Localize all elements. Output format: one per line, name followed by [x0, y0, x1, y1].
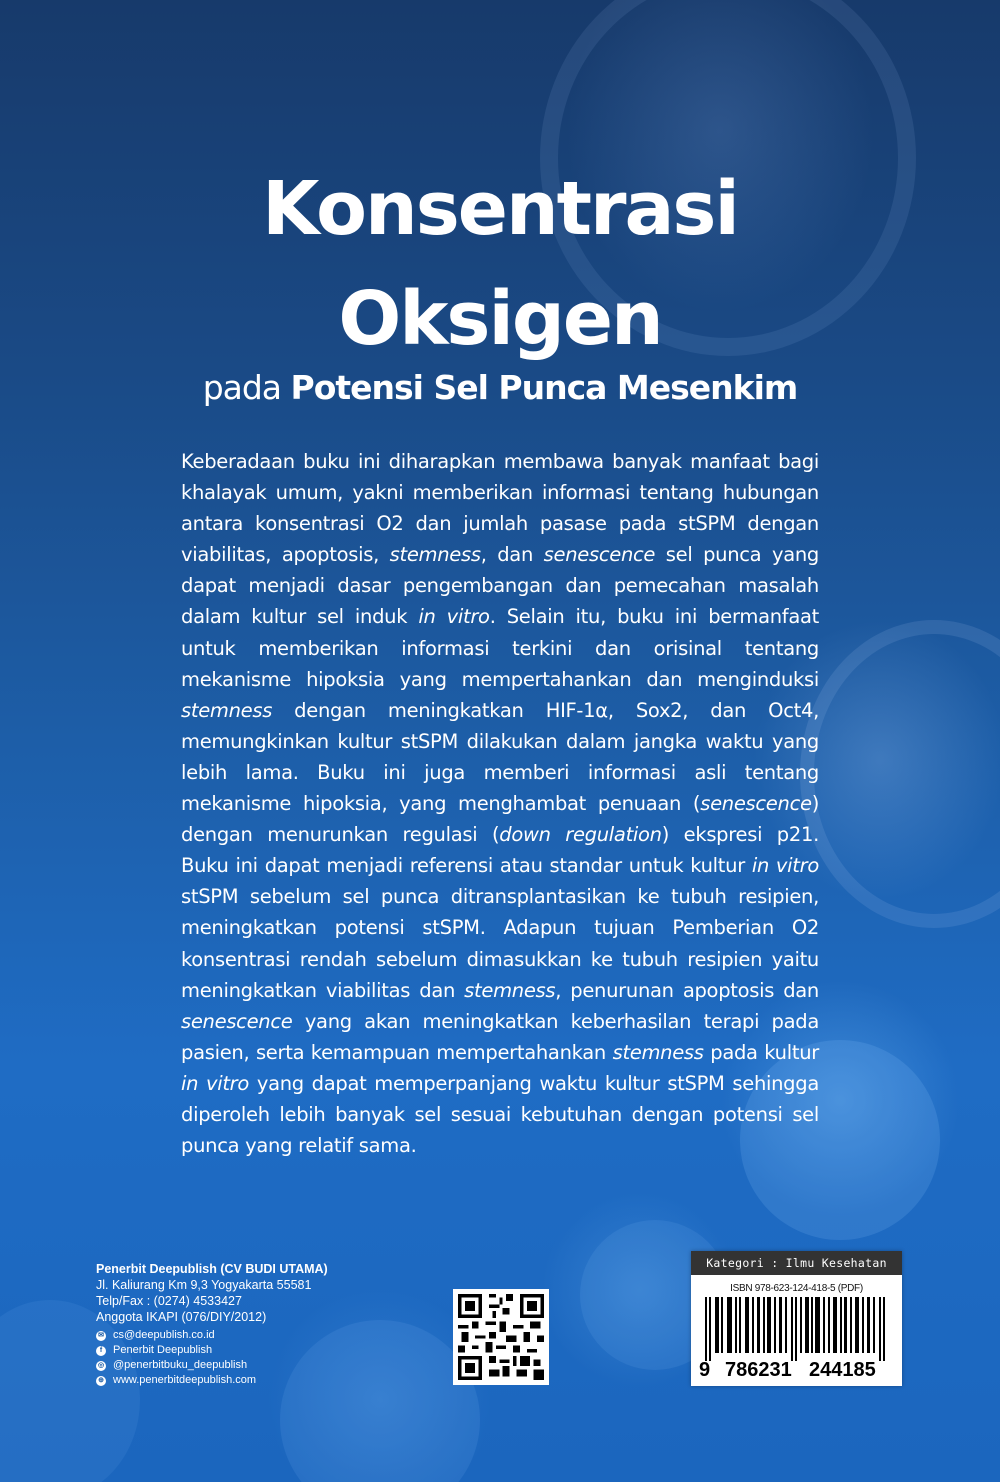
- qr-code: [453, 1289, 549, 1385]
- contact-list: [96, 1328, 328, 1388]
- contact-label: @penerbitbuku_deepublish: [113, 1359, 248, 1371]
- blurb-text-run: yang akan meningkatkan keberhasilan terapi pada pasien, serta kemampuan mempertahankan: [181, 1009, 819, 1064]
- title-line-1: Konsentrasi: [262, 166, 738, 252]
- publisher-name: Penerbit Deepublish (CV BUDI UTAMA): [96, 1262, 328, 1276]
- email-icon: ✉: [96, 1331, 106, 1341]
- category-label: Kategori : Ilmu Kesehatan: [691, 1251, 902, 1275]
- publisher-info: [96, 1261, 328, 1388]
- blurb-italic-term: in vitro: [181, 1071, 250, 1095]
- barcode-digit-group-2: 244185: [809, 1359, 876, 1381]
- publisher-member: Anggota IKAPI (076/DIY/2012): [96, 1310, 267, 1324]
- blurb-text: [181, 446, 819, 1161]
- blurb-italic-term: stemness: [612, 1040, 704, 1064]
- blurb-text-run: pada kultur: [703, 1040, 819, 1064]
- contact-website: [96, 1373, 328, 1388]
- contact-email: [96, 1328, 328, 1343]
- blurb-italic-term: stemness: [181, 698, 273, 722]
- isbn-number: ISBN 978-623-124-418-5 (PDF): [730, 1283, 863, 1294]
- blurb-text-run: ) ekspresi p21. Buku ini dapat menjadi referensi atau standar untuk kultur: [181, 823, 819, 878]
- qr-code-icon: [458, 1294, 544, 1380]
- blurb-text-run: yang dapat memperpanjang waktu kultur stSPM sehingga diperoleh lebih banyak sel sesuai kebutuhan dengan potensi sel punca yang relatif sama.: [181, 1071, 819, 1158]
- blurb-text-run: , penurunan apoptosis dan: [555, 978, 819, 1002]
- cell-decoration: [800, 620, 1000, 928]
- contact-facebook: [96, 1343, 328, 1358]
- blurb-italic-term: senescence: [181, 1009, 293, 1033]
- globe-icon: ⊕: [96, 1376, 106, 1386]
- blurb-text-run: dengan meningkatkan HIF-1α, Sox2, dan Oct4, memungkinkan kultur stSPM dilakukan dalam jangka waktu yang lebih lama. Buku ini juga memberi informasi asli tentang mekanisme hipoksia, yang menghambat penuaan (: [181, 698, 819, 816]
- barcode-digit-group-1: 786231: [725, 1359, 792, 1381]
- publisher-phone: Telp/Fax : (0274) 4533427: [96, 1294, 242, 1308]
- blurb-text-run: sel punca yang dapat menjadi dasar pengembangan dan pemecahan masalah dalam kultur sel induk: [181, 543, 819, 629]
- instagram-icon: ◎: [97, 1361, 105, 1369]
- contact-instagram: [96, 1358, 328, 1373]
- blurb-italic-term: in vitro: [418, 605, 490, 629]
- publisher-address: Jl. Kaliurang Km 9,3 Yogyakarta 55581: [96, 1278, 312, 1292]
- contact-label: cs@deepublish.co.id: [113, 1329, 215, 1341]
- title-line-2: Oksigen: [338, 276, 662, 362]
- contact-label: Penerbit Deepublish: [113, 1344, 213, 1356]
- blurb-italic-term: senescence: [543, 543, 656, 567]
- subtitle-main: Potensi Sel Punca Mesenkim: [290, 368, 798, 407]
- blurb-text-run: , dan: [480, 543, 544, 567]
- subtitle: [0, 368, 1000, 407]
- blurb-text-run: Keberadaan buku ini diharapkan membawa banyak manfaat bagi khalayak umum, yakni memberikan informasi tentang hubungan antara konsentrasi O2 dan jumlah pasase pada stSPM dengan viabilitas, apoptosis,: [181, 450, 819, 567]
- blurb-italic-term: stemness: [389, 543, 481, 567]
- blurb-italic-term: down regulation: [499, 823, 662, 847]
- facebook-icon: f: [96, 1346, 106, 1356]
- blurb-italic-term: stemness: [464, 978, 556, 1002]
- contact-label: www.penerbitdeepublish.com: [113, 1374, 257, 1386]
- blurb-paragraph: [181, 446, 819, 1161]
- blurb-text-run: stSPM sebelum sel punca ditransplantasikan ke tubuh resipien, meningkatkan potensi stSPM. Adapun tujuan Pemberian O2 konsentrasi rendah sebelum dimasukkan ke tubuh resipien yaitu meningkatkan viabilitas dan: [181, 885, 819, 1002]
- isbn-barcode-box: [691, 1251, 902, 1386]
- blurb-italic-term: senescence: [700, 792, 812, 816]
- subtitle-prefix: pada: [202, 368, 282, 407]
- barcode-icon: [701, 1297, 891, 1361]
- barcode: [701, 1297, 891, 1361]
- blurb-text-run: ) dengan menurunkan regulasi (: [181, 792, 819, 847]
- barcode-digit-first: 9: [699, 1359, 711, 1381]
- blurb-text-run: . Selain itu, buku ini bermanfaat untuk memberikan informasi terkini dan orisinal tentang mekanisme hipoksia yang mempertahankan dan menginduksi: [181, 605, 819, 691]
- blurb-italic-term: in vitro: [751, 854, 819, 878]
